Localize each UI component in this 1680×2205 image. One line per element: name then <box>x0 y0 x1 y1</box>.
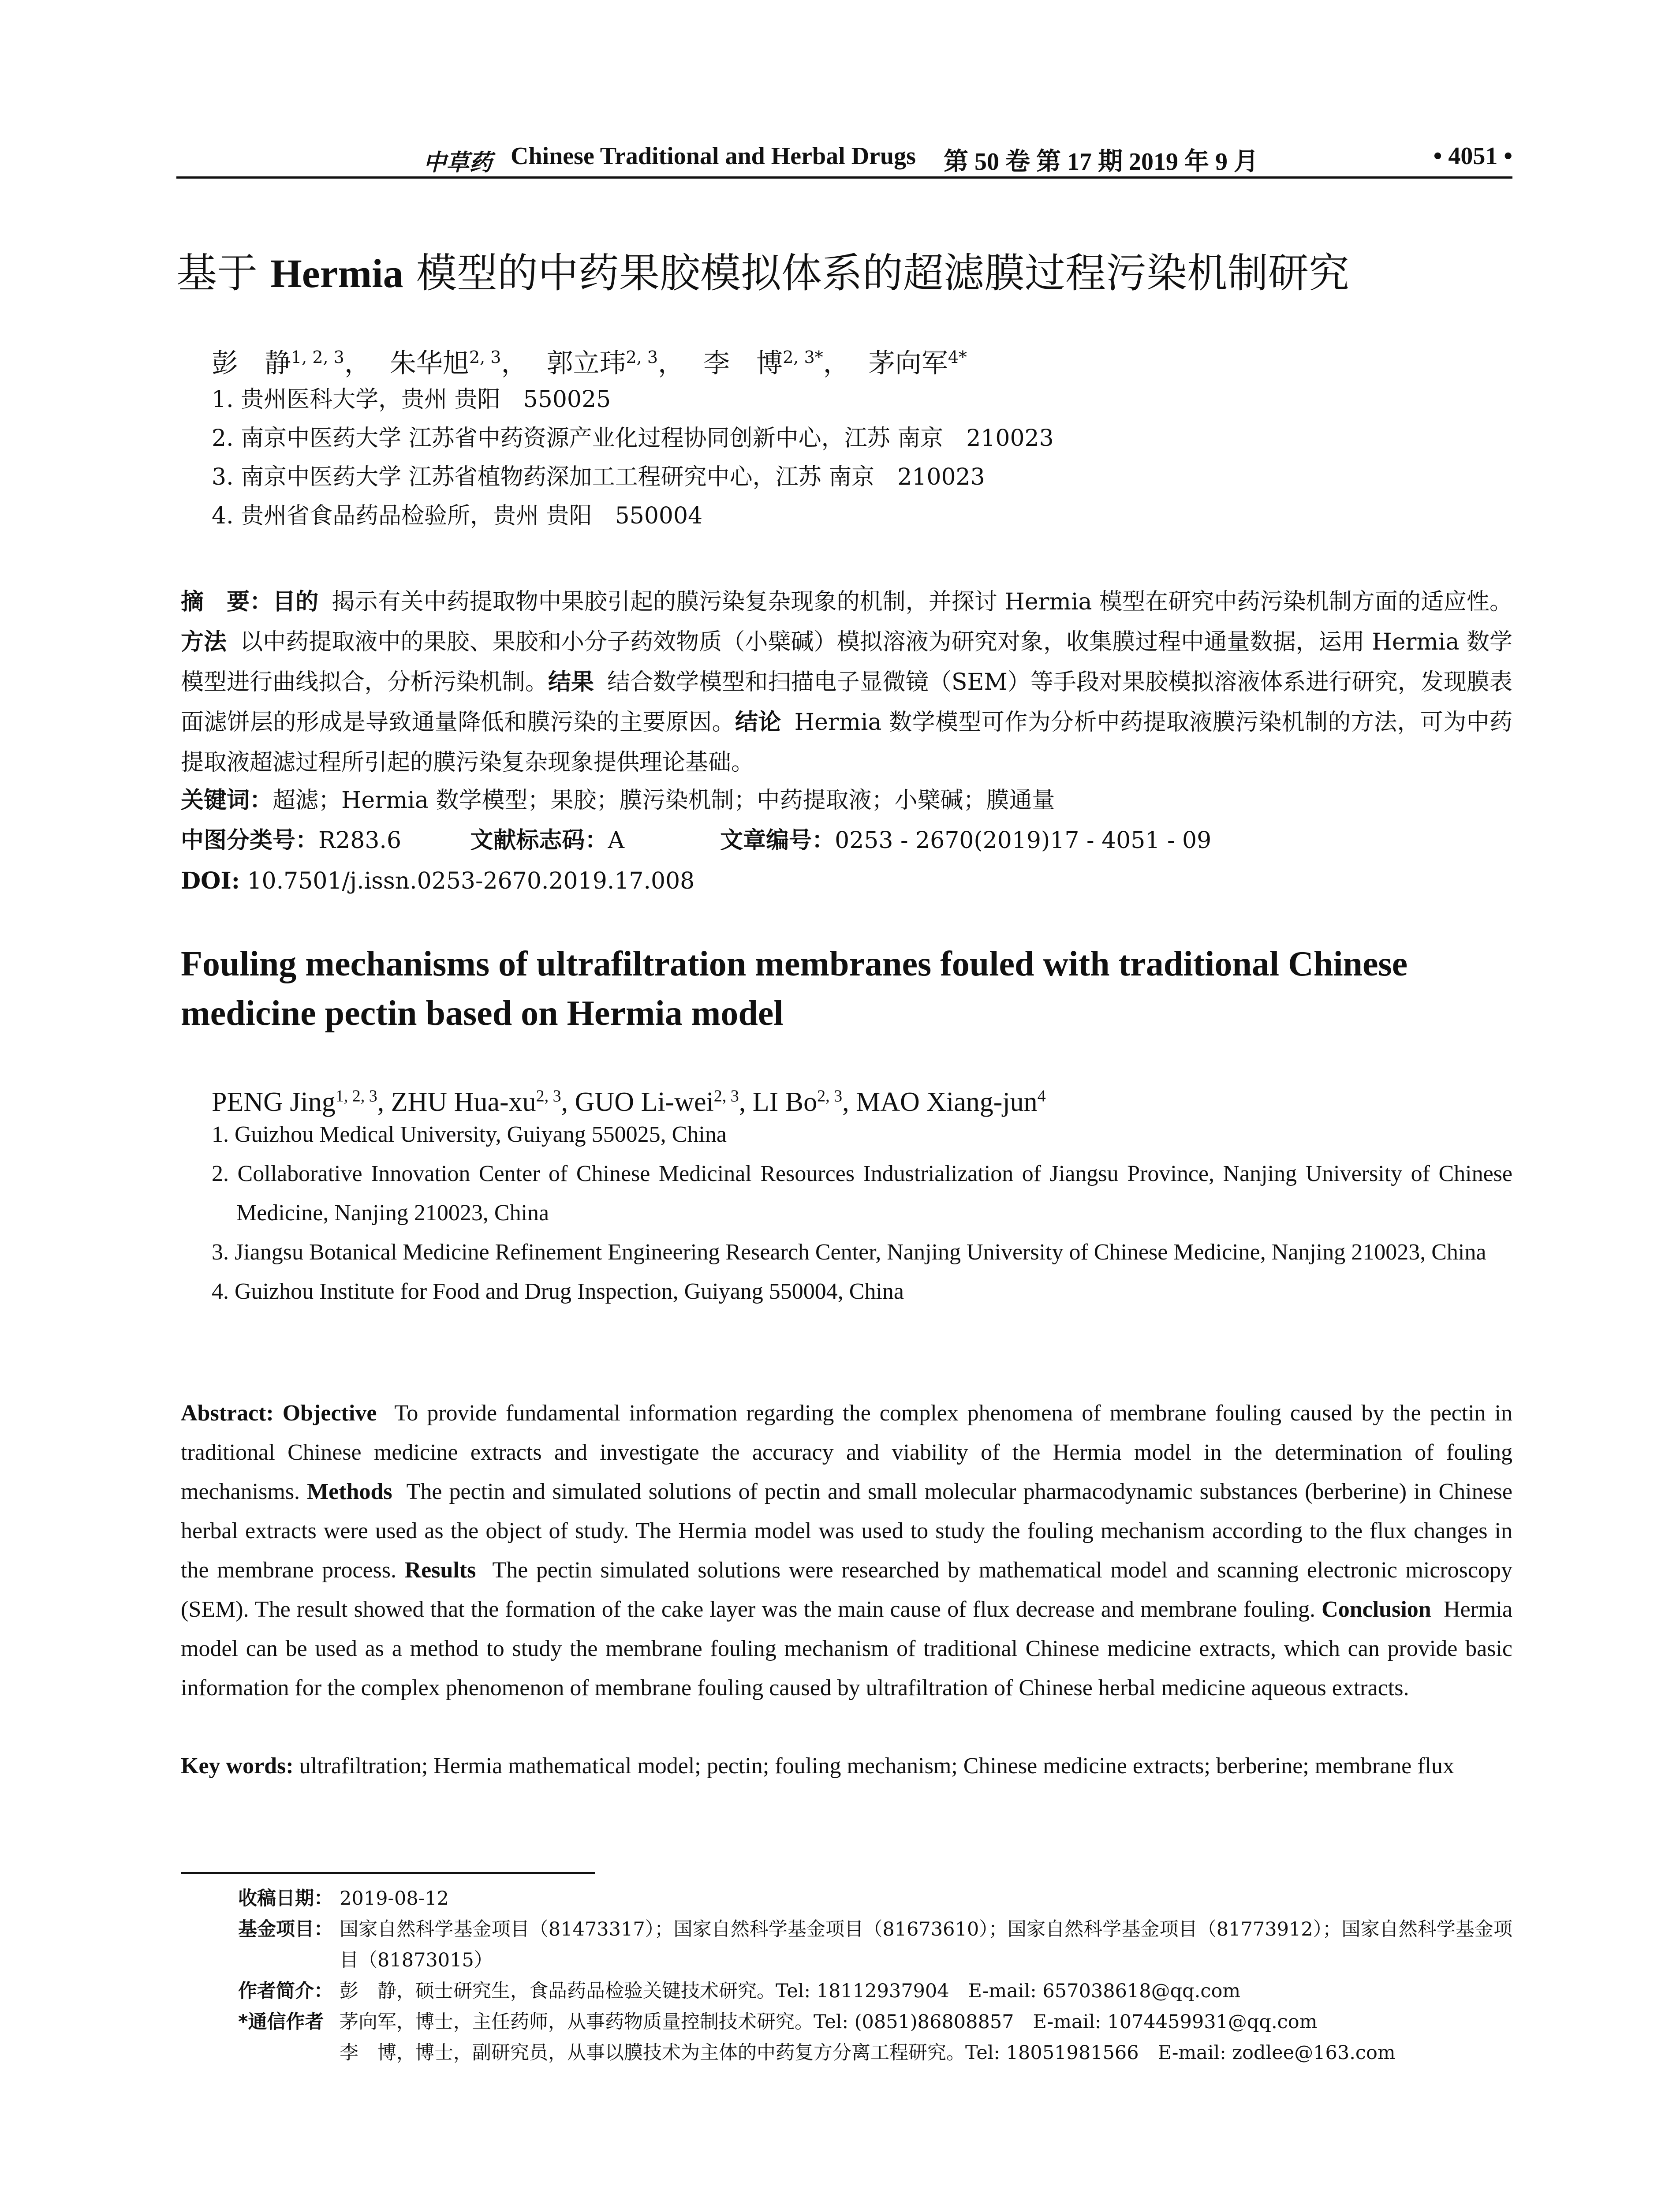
footnote-rule <box>181 1872 595 1874</box>
title-cn: 基于 Hermia 模型的中药果胶模拟体系的超滤膜过程污染机制研究 <box>176 250 1349 297</box>
author-cn: 朱华旭$^{2, 3}$， <box>389 348 528 379</box>
methods-text-en: The pectin and simulated solutions of pectin and small molecular pharmacodynamic substances (berberine) in Chinese herbal extracts were used as the object of study. The Hermia model was used to study the fouling mechanism according to the flux changes in the membrane process. <box>181 1479 1512 1583</box>
author-cn: 郭立玮$^{2, 3}$， <box>546 348 685 379</box>
abstract-cn <box>181 582 1512 783</box>
objective-text-en: To provide fundamental information regarding the complex phenomena of membrane fouling caused by the pectin in traditional Chinese medicine extracts and investigate the accuracy and viability of the Hermia model in the determination of fouling mechanisms. <box>181 1401 1512 1504</box>
affiliation-en: 3. Jiangsu Botanical Medicine Refinement Engineering Research Center, Nanjing University of Chinese Medicine, Nanjing 210023, China <box>212 1240 1486 1265</box>
methods-label-en: Methods <box>307 1479 392 1504</box>
journal-name-en: Chinese Traditional and Herbal Drugs <box>511 142 916 170</box>
fund: 基金项目： 国家自然科学基金项目（81473317）；国家自然科学基金项目（81673610）；国家自然科学基金项目（81773912）；国家自然科学基金项目（81873015） <box>238 1918 1512 1971</box>
affiliation-en: 4. Guizhou Institute for Food and Drug Inspection, Guiyang 550004, China <box>212 1279 904 1304</box>
keywords-en: Key words: ultrafiltration; Hermia mathematical model; pectin; fouling mechanism; Chinese medicine extracts; berberine; membrane flux <box>181 1753 1454 1779</box>
journal-name-cn: 中草药 <box>423 150 493 176</box>
page-number: • 4051 • <box>1433 142 1512 170</box>
author-en: PENG Jing$^{1, 2, 3}$, <box>212 1087 391 1117</box>
abstract-label-en: Abstract: Objective <box>181 1401 377 1426</box>
affiliation-cn: 2. 南京中医药大学 江苏省中药资源产业化过程协同创新中心，江苏 南京 210023 <box>212 425 1054 452</box>
received-date: 收稿日期： 2019-08-12 <box>238 1887 449 1910</box>
author-bio: 作者简介： 彭 静，硕士研究生，食品药品检验关键技术研究。Tel: 18112937904 E-mail: 657038618@qq.com <box>238 1980 1241 2002</box>
running-header <box>176 138 1512 176</box>
conclusion-text-cn: Hermia 数学模型可作为分析中药提取液膜污染机制的方法，可为中药提取液超滤过程所引起的膜污染复杂现象提供理论基础。 <box>181 709 1512 776</box>
results-text-en: The pectin simulated solutions were researched by mathematical model and scanning electronic microscopy (SEM). The result showed that the formation of the cake layer was the main cause of flux decrease and membrane fouling. <box>181 1558 1513 1622</box>
footnotes <box>238 1883 1512 2068</box>
results-label-cn: 结果 <box>548 669 594 695</box>
author-cn: 彭 静$^{1, 2, 3}$， <box>212 348 371 379</box>
conclusion-text-en: Hermia model can be used as a method to study the membrane fouling mechanism of traditional Chinese medicine extracts, which can provide basic information for the complex phenomenon of membrane fouling caused by ultrafiltration of Chinese herbal medicine aqueous extracts. <box>181 1597 1513 1700</box>
abstract-label-cn: 摘 要： <box>181 589 273 615</box>
methods-text-cn: 以中药提取液中的果胶、果胶和小分子药效物质（小檗碱）模拟溶液为研究对象，收集膜过程中通量数据，运用 Hermia 数学模型进行曲线拟合，分析污染机制。 <box>181 629 1512 695</box>
author-en: LI Bo$^{2, 3}$, <box>752 1087 856 1117</box>
header-rule <box>176 176 1512 179</box>
keywords-cn: 关键词：超滤；Hermia 数学模型；果胶；膜污染机制；中药提取液；小檗碱；膜通量 <box>181 787 1055 814</box>
corresponding-author: *通信作者 茅向军，博士，主任药师，从事药物质量控制技术研究。Tel: (0851)86808857 E-mail: 1074459931@qq.com <box>238 2011 1318 2033</box>
doi: DOI: 10.7501/j.issn.0253-2670.2019.17.008 <box>181 867 695 894</box>
author-cn: 李 博$^{2, 3*}$， <box>703 348 850 379</box>
conclusion-label-cn: 结论 <box>735 709 781 736</box>
objective-label-cn: 目的 <box>273 589 319 615</box>
affiliations-cn <box>212 380 1490 535</box>
results-text-cn: 结合数学模型和扫描电子显微镜（SEM）等手段对果胶模拟溶液体系进行研究，发现膜表面滤饼层的形成是导致通量降低和膜污染的主要原因。 <box>181 669 1512 736</box>
methods-label-cn: 方法 <box>181 629 227 655</box>
author-en: MAO Xiang-jun$^4$ <box>856 1087 1046 1117</box>
corresponding-author-2: 李 博，博士，副研究员，从事以膜技术为主体的中药复方分离工程研究。Tel: 18051981566 E-mail: zodlee@163.com <box>340 2042 1396 2064</box>
document-code: 文献标志码：A <box>470 827 625 854</box>
abstract-en <box>181 1394 1512 1708</box>
affiliation-cn: 4. 贵州省食品药品检验所，贵州 贵阳 550004 <box>212 503 703 529</box>
classification-row <box>181 821 1512 861</box>
author-cn: 茅向军$^{4*}$ <box>868 348 967 379</box>
affiliation-en: 2. Collaborative Innovation Center of Chinese Medicinal Resources Industrialization of Jiangsu Province, Nanjing University of Chinese Medicine, Nanjing 210023, China <box>212 1161 1512 1226</box>
authors-cn <box>212 337 978 383</box>
author-en: ZHU Hua-xu$^{2, 3}$, <box>391 1087 575 1117</box>
meta-cn <box>181 781 1512 901</box>
journal-issue: 第 50 卷 第 17 期 2019 年 9 月 <box>944 148 1258 176</box>
affiliation-en: 1. Guizhou Medical University, Guiyang 550025, China <box>212 1122 727 1147</box>
objective-text-cn: 揭示有关中药提取物中果胶引起的膜污染复杂现象的机制，并探讨 Hermia 模型在研究中药污染机制方面的适应性。 <box>332 589 1512 615</box>
affiliation-cn: 1. 贵州医科大学，贵州 贵阳 550025 <box>212 386 611 413</box>
title-en: Fouling mechanisms of ultrafiltration membranes fouled with traditional Chinese medicine pectin based on Hermia model <box>181 945 1408 1033</box>
affiliations-en <box>212 1115 1512 1311</box>
results-label-en: Results <box>404 1558 476 1583</box>
author-en: GUO Li-wei$^{2, 3}$, <box>575 1087 753 1117</box>
clc: 中图分类号：R283.6 <box>181 827 402 854</box>
article-number: 文章编号：0253 - 2670(2019)17 - 4051 - 09 <box>720 827 1212 854</box>
affiliation-cn: 3. 南京中医药大学 江苏省植物药深加工工程研究中心，江苏 南京 210023 <box>212 464 985 490</box>
conclusion-label-en: Conclusion <box>1322 1597 1431 1622</box>
